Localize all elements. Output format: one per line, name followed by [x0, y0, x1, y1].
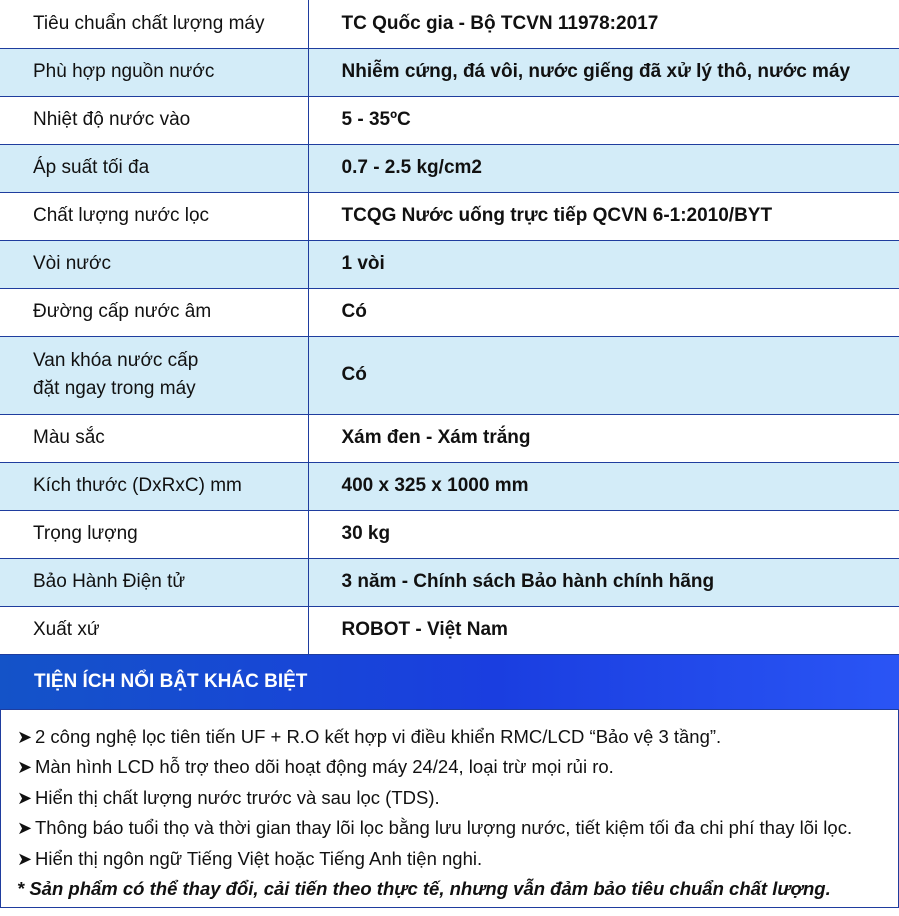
spec-label-line: Van khóa nước cấp [33, 350, 199, 371]
features-box [0, 709, 899, 908]
spec-value: 400 x 325 x 1000 mm [308, 462, 899, 510]
spec-value: TCQG Nước uống trực tiếp QCVN 6-1:2010/BYT [308, 192, 899, 240]
spec-label-line: Bảo Hành Điện tử [33, 571, 186, 592]
spec-value: Xám đen - Xám trắng [308, 414, 899, 462]
spec-value: 1 vòi [308, 240, 899, 288]
spec-row [0, 240, 899, 288]
feature-text: Hiển thị chất lượng nước trước và sau lọc (TDS). [35, 786, 440, 808]
spec-row [0, 510, 899, 558]
spec-label-line: Kích thước (DxRxC) mm [33, 475, 242, 496]
spec-label [0, 336, 308, 414]
arrow-right-icon: ➤ [17, 848, 33, 869]
disclaimer-note: * Sản phẩm có thể thay đổi, cải tiến theo thực tế, nhưng vẫn đảm bảo tiêu chuẩn chất lượng. [17, 878, 831, 899]
spec-row [0, 144, 899, 192]
spec-row [0, 192, 899, 240]
spec-value: 5 - 35ºC [308, 96, 899, 144]
feature-item [17, 752, 898, 783]
spec-value: 30 kg [308, 510, 899, 558]
spec-label-line: đặt ngay trong máy [33, 378, 196, 399]
spec-row [0, 96, 899, 144]
spec-label-line: Vòi nước [33, 253, 111, 274]
spec-row [0, 48, 899, 96]
banner-title: TIỆN ÍCH NỔI BẬT KHÁC BIỆT [34, 670, 308, 692]
spec-row [0, 558, 899, 606]
feature-list [17, 722, 898, 875]
spec-label-line: Xuất xứ [33, 619, 100, 640]
arrow-right-icon: ➤ [17, 818, 33, 838]
spec-value: 3 năm - Chính sách Bảo hành chính hãng [308, 558, 899, 606]
spec-label [0, 192, 308, 240]
spec-label-line: Áp suất tối đa [33, 157, 150, 178]
spec-value: Có [308, 336, 899, 414]
spec-row [0, 462, 899, 510]
spec-label [0, 288, 308, 336]
feature-item [17, 722, 898, 753]
spec-row [0, 606, 899, 654]
spec-label-line: Tiêu chuẩn chất lượng máy [33, 12, 265, 34]
spec-label [0, 48, 308, 96]
features-banner [0, 655, 899, 709]
spec-label [0, 144, 308, 192]
spec-row [0, 288, 899, 336]
spec-label-line: Trọng lượng [33, 523, 138, 544]
feature-text: Thông báo tuổi thọ và thời gian thay lõi lọc bằng lưu lượng nước, tiết kiệm tối đa chi phí thay lõi lọc. [35, 817, 853, 838]
spec-row [0, 414, 899, 462]
spec-value: 0.7 - 2.5 kg/cm2 [308, 144, 899, 192]
spec-label [0, 558, 308, 606]
feature-item [17, 844, 898, 875]
spec-label [0, 510, 308, 558]
feature-text: Hiển thị ngôn ngữ Tiếng Việt hoặc Tiếng Anh tiện nghi. [35, 847, 483, 869]
arrow-right-icon: ➤ [17, 787, 33, 808]
spec-label [0, 414, 308, 462]
spec-row [0, 336, 899, 414]
spec-label-line: Đường cấp nước âm [33, 301, 212, 322]
spec-row [0, 0, 899, 48]
spec-label-line: Phù hợp nguồn nước [33, 61, 215, 82]
arrow-right-icon: ➤ [17, 757, 33, 777]
feature-text: 2 công nghệ lọc tiên tiến UF + R.O kết hợp vi điều khiển RMC/LCD “Bảo vệ 3 tầng”. [35, 725, 722, 747]
feature-text: Màn hình LCD hỗ trợ theo dõi hoạt động máy 24/24, loại trừ mọi rủi ro. [35, 756, 614, 777]
spec-label-line: Chất lượng nước lọc [33, 205, 210, 226]
spec-label [0, 606, 308, 654]
spec-label-line: Nhiệt độ nước vào [33, 109, 191, 130]
arrow-right-icon: ➤ [17, 726, 33, 747]
spec-label [0, 240, 308, 288]
feature-item [17, 783, 898, 814]
spec-label [0, 462, 308, 510]
spec-value: Nhiễm cứng, đá vôi, nước giếng đã xử lý thô, nước máy [308, 48, 899, 96]
spec-label [0, 0, 308, 48]
spec-label-line: Màu sắc [33, 427, 105, 448]
spec-value: Có [308, 288, 899, 336]
spec-value: TC Quốc gia - Bộ TCVN 11978:2017 [308, 0, 899, 48]
spec-value: ROBOT - Việt Nam [308, 606, 899, 654]
feature-item [17, 813, 898, 844]
spec-label [0, 96, 308, 144]
